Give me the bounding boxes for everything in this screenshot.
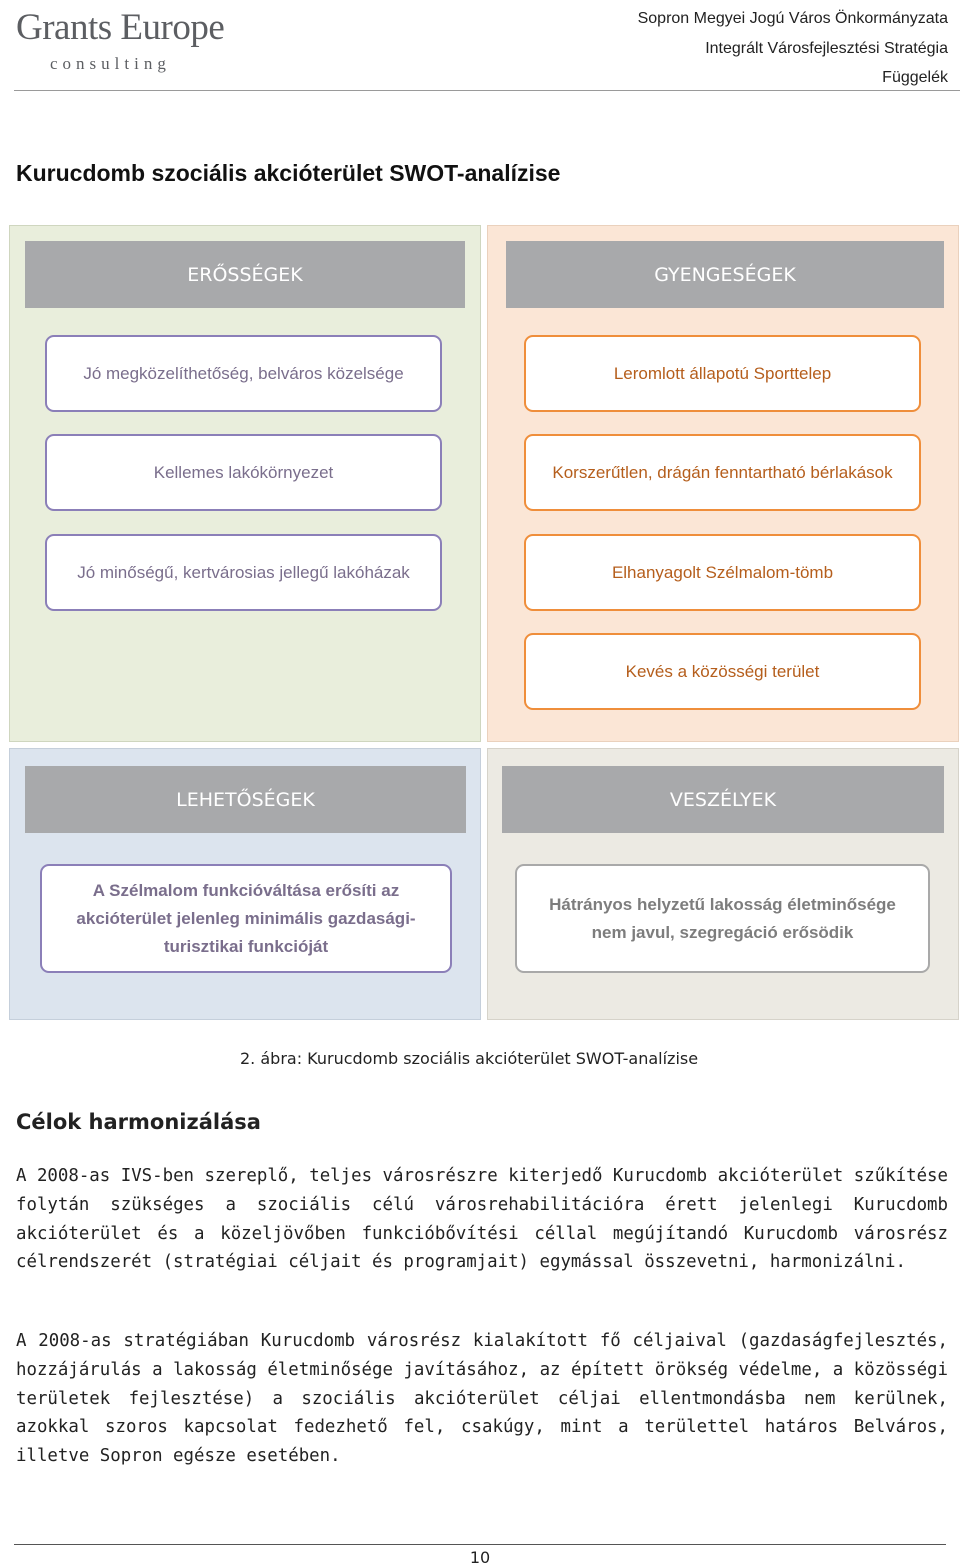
strengths-quadrant: [9, 225, 481, 742]
weaknesses-quadrant: [487, 225, 959, 742]
weakness-item: Korszerűtlen, drágán fenntartható bérlakások: [524, 434, 921, 511]
header-divider: [14, 90, 960, 91]
threats-quadrant: [487, 748, 959, 1020]
logo-main-text: Grants Europe: [16, 7, 225, 48]
page-number: 10: [469, 1548, 491, 1567]
threat-item: Hátrányos helyzetű lakosság életminősége nem javul, szegregáció erősödik: [515, 864, 930, 973]
section-heading: Célok harmonizálása: [16, 1110, 261, 1134]
header-info: [638, 4, 948, 93]
strength-item: Kellemes lakókörnyezet: [45, 434, 442, 511]
page-title: Kurucdomb szociális akcióterület SWOT-analízise: [16, 160, 561, 186]
strengths-heading: ERŐSSÉGEK: [25, 241, 465, 308]
strength-item: Jó minőségű, kertvárosias jellegű lakóházak: [45, 534, 442, 611]
opportunity-item: A Szélmalom funkcióváltása erősíti az akcióterület jelenleg minimális gazdasági-turisztikai funkcióját: [40, 864, 452, 973]
weakness-item: Elhanyagolt Szélmalom-tömb: [524, 534, 921, 611]
opportunities-heading: LEHETŐSÉGEK: [25, 766, 466, 833]
header-organization: Sopron Megyei Jogú Város Önkormányzata: [637, 10, 948, 27]
body-paragraph: A 2008-as IVS-ben szereplő, teljes városrészre kiterjedő Kurucdomb akcióterület szűkítése folytán szükséges a szociális célú városrehabilitációra érett jelenlegi Kurucdomb akcióterület és a közeljövőben funkcióbővítési céllal megújítandó Kurucdomb városrész célrendszerét (stratégiai céljait és programjait) egymással összevetni, harmonizálni.: [16, 1166, 948, 1273]
threats-heading: VESZÉLYEK: [502, 766, 944, 833]
figure-caption: 2. ábra: Kurucdomb szociális akcióterület SWOT-analízise: [240, 1049, 699, 1068]
body-paragraph: A 2008-as stratégiában Kurucdomb városrész kialakított fő céljaival (gazdaságfejlesztés, hozzájárulás a lakosság életminősége javításához, az épített örökség védelme, a közösségi területek fejlesztése) a szociális akcióterület céljai ellentmondásba nem kerülnek, azokkal szoros kapcsolat fedezhető fel, csakúgy, mint a területtel határos Belváros, illetve Sopron egésze esetében.: [16, 1331, 948, 1467]
weakness-item: Kevés a közösségi terület: [524, 633, 921, 710]
header-document: Integrált Városfejlesztési Stratégia: [705, 39, 948, 57]
strength-item: Jó megközelíthetőség, belváros közelsége: [45, 335, 442, 412]
logo-sub-text: consulting: [50, 54, 171, 73]
header-section: Függelék: [882, 69, 948, 86]
opportunities-quadrant: [9, 748, 481, 1020]
weaknesses-heading: GYENGESÉGEK: [506, 241, 944, 308]
weakness-item: Leromlott állapotú Sporttelep: [524, 335, 921, 412]
footer-divider: [14, 1544, 946, 1545]
company-logo: [14, 6, 254, 78]
